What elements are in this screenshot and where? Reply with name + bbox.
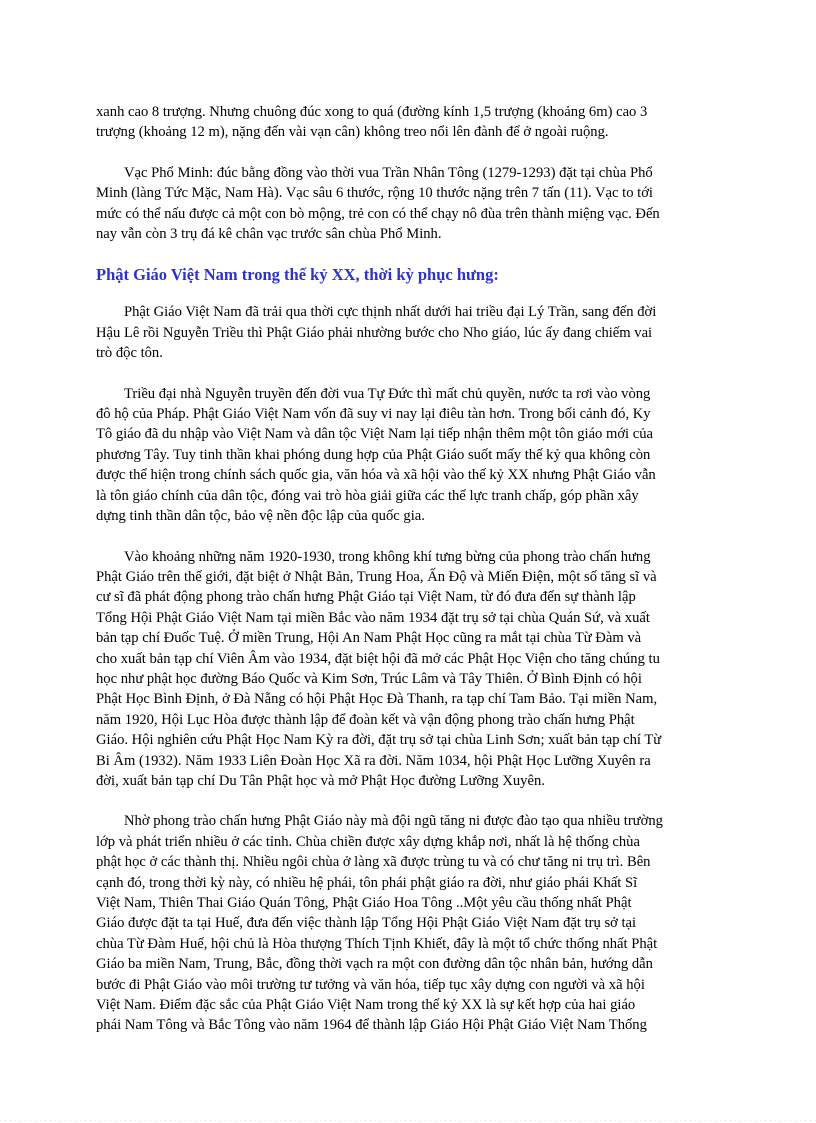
paragraph-ly-tran: Phật Giáo Việt Nam đã trải qua thời cực thịnh nhất dưới hai triều đại Lý Trần, sang đến đời Hậu Lê rồi Nguyễn Triều thì Phật Giáo phải nhường bước cho Nho giáo, lúc ấy đang chiếm vai trò độc tôn. [96, 304, 657, 362]
paragraph-bell: xanh cao 8 trượng. Nhưng chuông đúc xong to quá (đường kính 1,5 trượng (khoảng 6m) cao 3 trượng (khoảng 12 m), nặng đến vài vạn cân) không treo nổi lên đành để ở ngoài ruộng. [96, 104, 648, 141]
paragraph-revival-1920-1930: Vào khoảng những năm 1920-1930, trong không khí tưng bừng của phong trào chấn hưng Phật Giáo trên thế giới, đặt biệt ở Nhật Bản, Trung Hoa, Ấn Độ và Miến Điện, một số tăng sĩ và cư sĩ đã phát động phong trào chấn hưng Phật Giáo tại Việt Nam, từ đó đưa đến sự thành lập Tổng Hội Phật Giáo Việt Nam tại miền Bắc vào năm 1934 đặt trụ sở tại chùa Quán Sứ, và xuất bản tạp chí Đuốc Tuệ. Ở miền Trung, Hội An Nam Phật Học cũng ra mắt tại chùa Từ Đàm và cho xuất bản tạp chí Viên Âm vào 1934, đặt biệt hội đã mở các Phật Học Viện cho tăng chúng tu học như phật học đường Báo Quốc và Kim Sơn, Trúc Lâm và Tây Thiên. Ở Bình Định có hội Phật Học Bình Định, ở Đà Nẵng có hội Phật Học Đà Thanh, ra tạp chí Tam Bảo. Tại miền Nam, năm 1920, Hội Lục Hòa được thành lập để đoàn kết và vận động phong trào chấn hưng Phật Giáo. Hội nghiên cứu Phật Học Nam Kỳ ra đời, đặt trụ sở tại chùa Linh Sơn; xuất bản tạp chí Từ Bi Âm (1932). Năm 1933 Liên Đoàn Học Xã ra đời. Năm 1034, hội Phật Học Lưỡng Xuyên ra đời, xuất bản tạp chí Du Tân Phật học và mở Phật Học đường Lưỡng Xuyên. [96, 548, 662, 789]
page-bottom-divider [0, 1120, 816, 1121]
paragraph-revival-results: Nhờ phong trào chấn hưng Phật Giáo này mà đội ngũ tăng ni được đào tạo qua nhiều trường lớp và phát triển nhiều ở các tỉnh. Chùa chiền được xây dựng khắp nơi, nhất là hệ thống chùa phật học ở các thành thị. Nhiều ngôi chùa ở làng xã được trùng tu và có chư tăng ni trụ trì. Bên cạnh đó, trong thời kỳ này, có nhiều hệ phái, tôn phái phật giáo ra đời, như giáo phái Khất Sĩ Việt Nam, Thiên Thai Giáo Quán Tông, Phật Giáo Hoa Tông ..Một yêu cầu thống nhất Phật Giáo được đặt ta tại Huế, đưa đến việc thành lập Tổng Hội Phật Giáo Việt Nam đặt trụ sở tại chùa Từ Đàm Huế, hội chủ là Hòa thượng Thích Tịnh Khiết, đây là một tổ chức thống nhất Phật Giáo ba miền Nam, Trung, Bắc, đồng thời vạch ra một con đường dân tộc nhân bản, hướng dẫn bước đi Phật Giáo vào môi trường tư tưởng và văn hóa, tiếp tục xây dựng con người và xã hội Việt Nam. Điểm đặc sắc của Phật Giáo Việt Nam trong thế kỷ XX là sự kết hợp của hai giáo phái Nam Tông và Bắc Tông vào năm 1964 để thành lập Giáo Hội Phật Giáo Việt Nam Thống [96, 813, 663, 1034]
paragraph-pho-minh-cauldron: Vạc Phổ Minh: đúc bằng đồng vào thời vua Trần Nhân Tông (1279-1293) đặt tại chùa Phổ Minh (làng Tức Mặc, Nam Hà). Vạc sâu 6 thước, rộng 10 thước nặng trên 7 tấn (11). Vạc to tới mức có thể nấu được cả một con bò mộng, trẻ con có thể chạy nô đùa trên thành miệng vạc. Đến nay vẫn còn 3 trụ đá kê chân vạc trước sân chùa Phổ Minh. [96, 164, 660, 243]
paragraph-nguyen-dynasty: Triều đại nhà Nguyễn truyền đến đời vua Tự Đức thì mất chủ quyền, nước ta rơi vào vòng đô hộ của Pháp. Phật Giáo Việt Nam vốn đã suy vi nay lại điêu tàn hơn. Trong bối cảnh đó, Ky Tô giáo đã du nhập vào Việt Nam và dân tộc Việt Nam lại tiếp nhận thêm một tôn giáo mới của phương Tây. Tuy tinh thần khai phóng dung hợp của Phật Giáo suốt mấy thế kỷ qua không còn được thể hiện trong chính sách quốc gia, văn hóa và xã hội vào thế kỷ XX nhưng Phật Giáo vẫn là tôn giáo chính của dân tộc, đóng vai trò hòa giải giữa các thế lực tranh chấp, góp phần xây dựng tinh thần dân tộc, bảo vệ nền độc lập của quốc gia. [96, 385, 656, 525]
document-page [96, 102, 716, 1036]
section-heading: Phật Giáo Việt Nam trong thế kỷ XX, thời kỳ phục hưng: [96, 265, 499, 285]
